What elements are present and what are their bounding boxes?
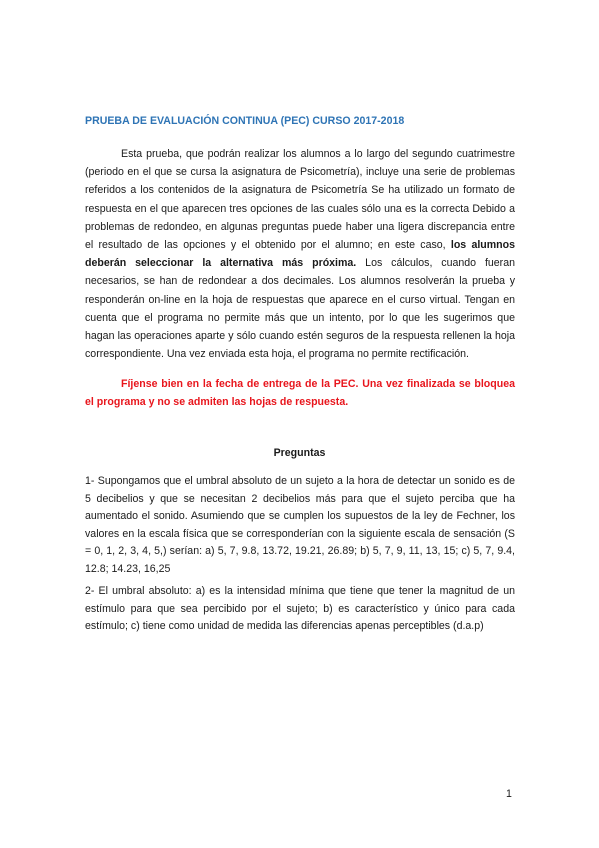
intro-text-start: Esta prueba, que podrán realizar los alumnos a lo largo del segundo cuatrimestre (periodo en el que se cursa la asignatura de Psicometría), incluye una serie de problemas referidos a los contenidos de la asignatura de Psicometría Se ha utilizado un formato de respuesta en el que aparecen tres opciones de las cuales sólo una es la correcta Debido a problemas de redondeo, en algunas preguntas puede haber una ligera discrepancia entre el resultado de las opciones y el obtenido por el alumno; en este caso, <box>85 148 515 252</box>
deadline-notice <box>85 375 515 411</box>
intro-paragraph <box>85 145 515 363</box>
questions-heading: Preguntas <box>273 447 326 459</box>
intro-bold-text: los alumnos deberán seleccionar la alternativa más próxima. <box>85 239 516 270</box>
intro-text-end: Los cálculos, cuando fueran necesarios, se han de redondear a dos decimales. Los alumnos resolverán la prueba y responderán on-line en la hoja de respuestas que aparece en el curso virtual. Tengan en cuenta que el programa no permite más que un intento, por lo que les sugerimos que hagan las operaciones aparte y sólo cuando estén seguros de la respuesta rellenen la hoja correspondiente. Una vez enviada esta hoja, el programa no permite rectificación. <box>85 257 515 361</box>
deadline-notice-text: Fíjense bien en la fecha de entrega de la PEC. Una vez finalizada se bloquea el programa y no se admiten las hojas de respuesta. <box>85 378 515 409</box>
document-title: PRUEBA DE EVALUACIÓN CONTINUA (PEC) CURSO 2017-2018 <box>85 115 405 127</box>
question-item: 1- Supongamos que el umbral absoluto de un sujeto a la hora de detectar un sonido es de 5 decibelios y que se necesitan 2 decibelios más para que el sujeto perciba que ha aumentado el sonido. Asumiendo que se cumplen los supuestos de la ley de Fechner, los valores en la escala física que se corresponderían con la siguiente escala de sensación (S = 0, 1, 2, 3, 4, 5,) serían: a) 5, 7, 9.8, 13.72, 19.21, 26.89; b) 5, 7, 9, 11, 13, 15; c) 5, 7, 9.4, 12.8; 14.23, 16,25 <box>85 475 515 575</box>
question-item: 2- El umbral absoluto: a) es la intensidad mínima que tiene que tener la magnitud de un estímulo para que sea percibido por el sujeto; b) es característico y único para cada estímulo; c) tiene como unidad de medida las diferencias apenas perceptibles (d.a.p) <box>85 585 515 632</box>
page-number: 1 <box>506 788 512 800</box>
